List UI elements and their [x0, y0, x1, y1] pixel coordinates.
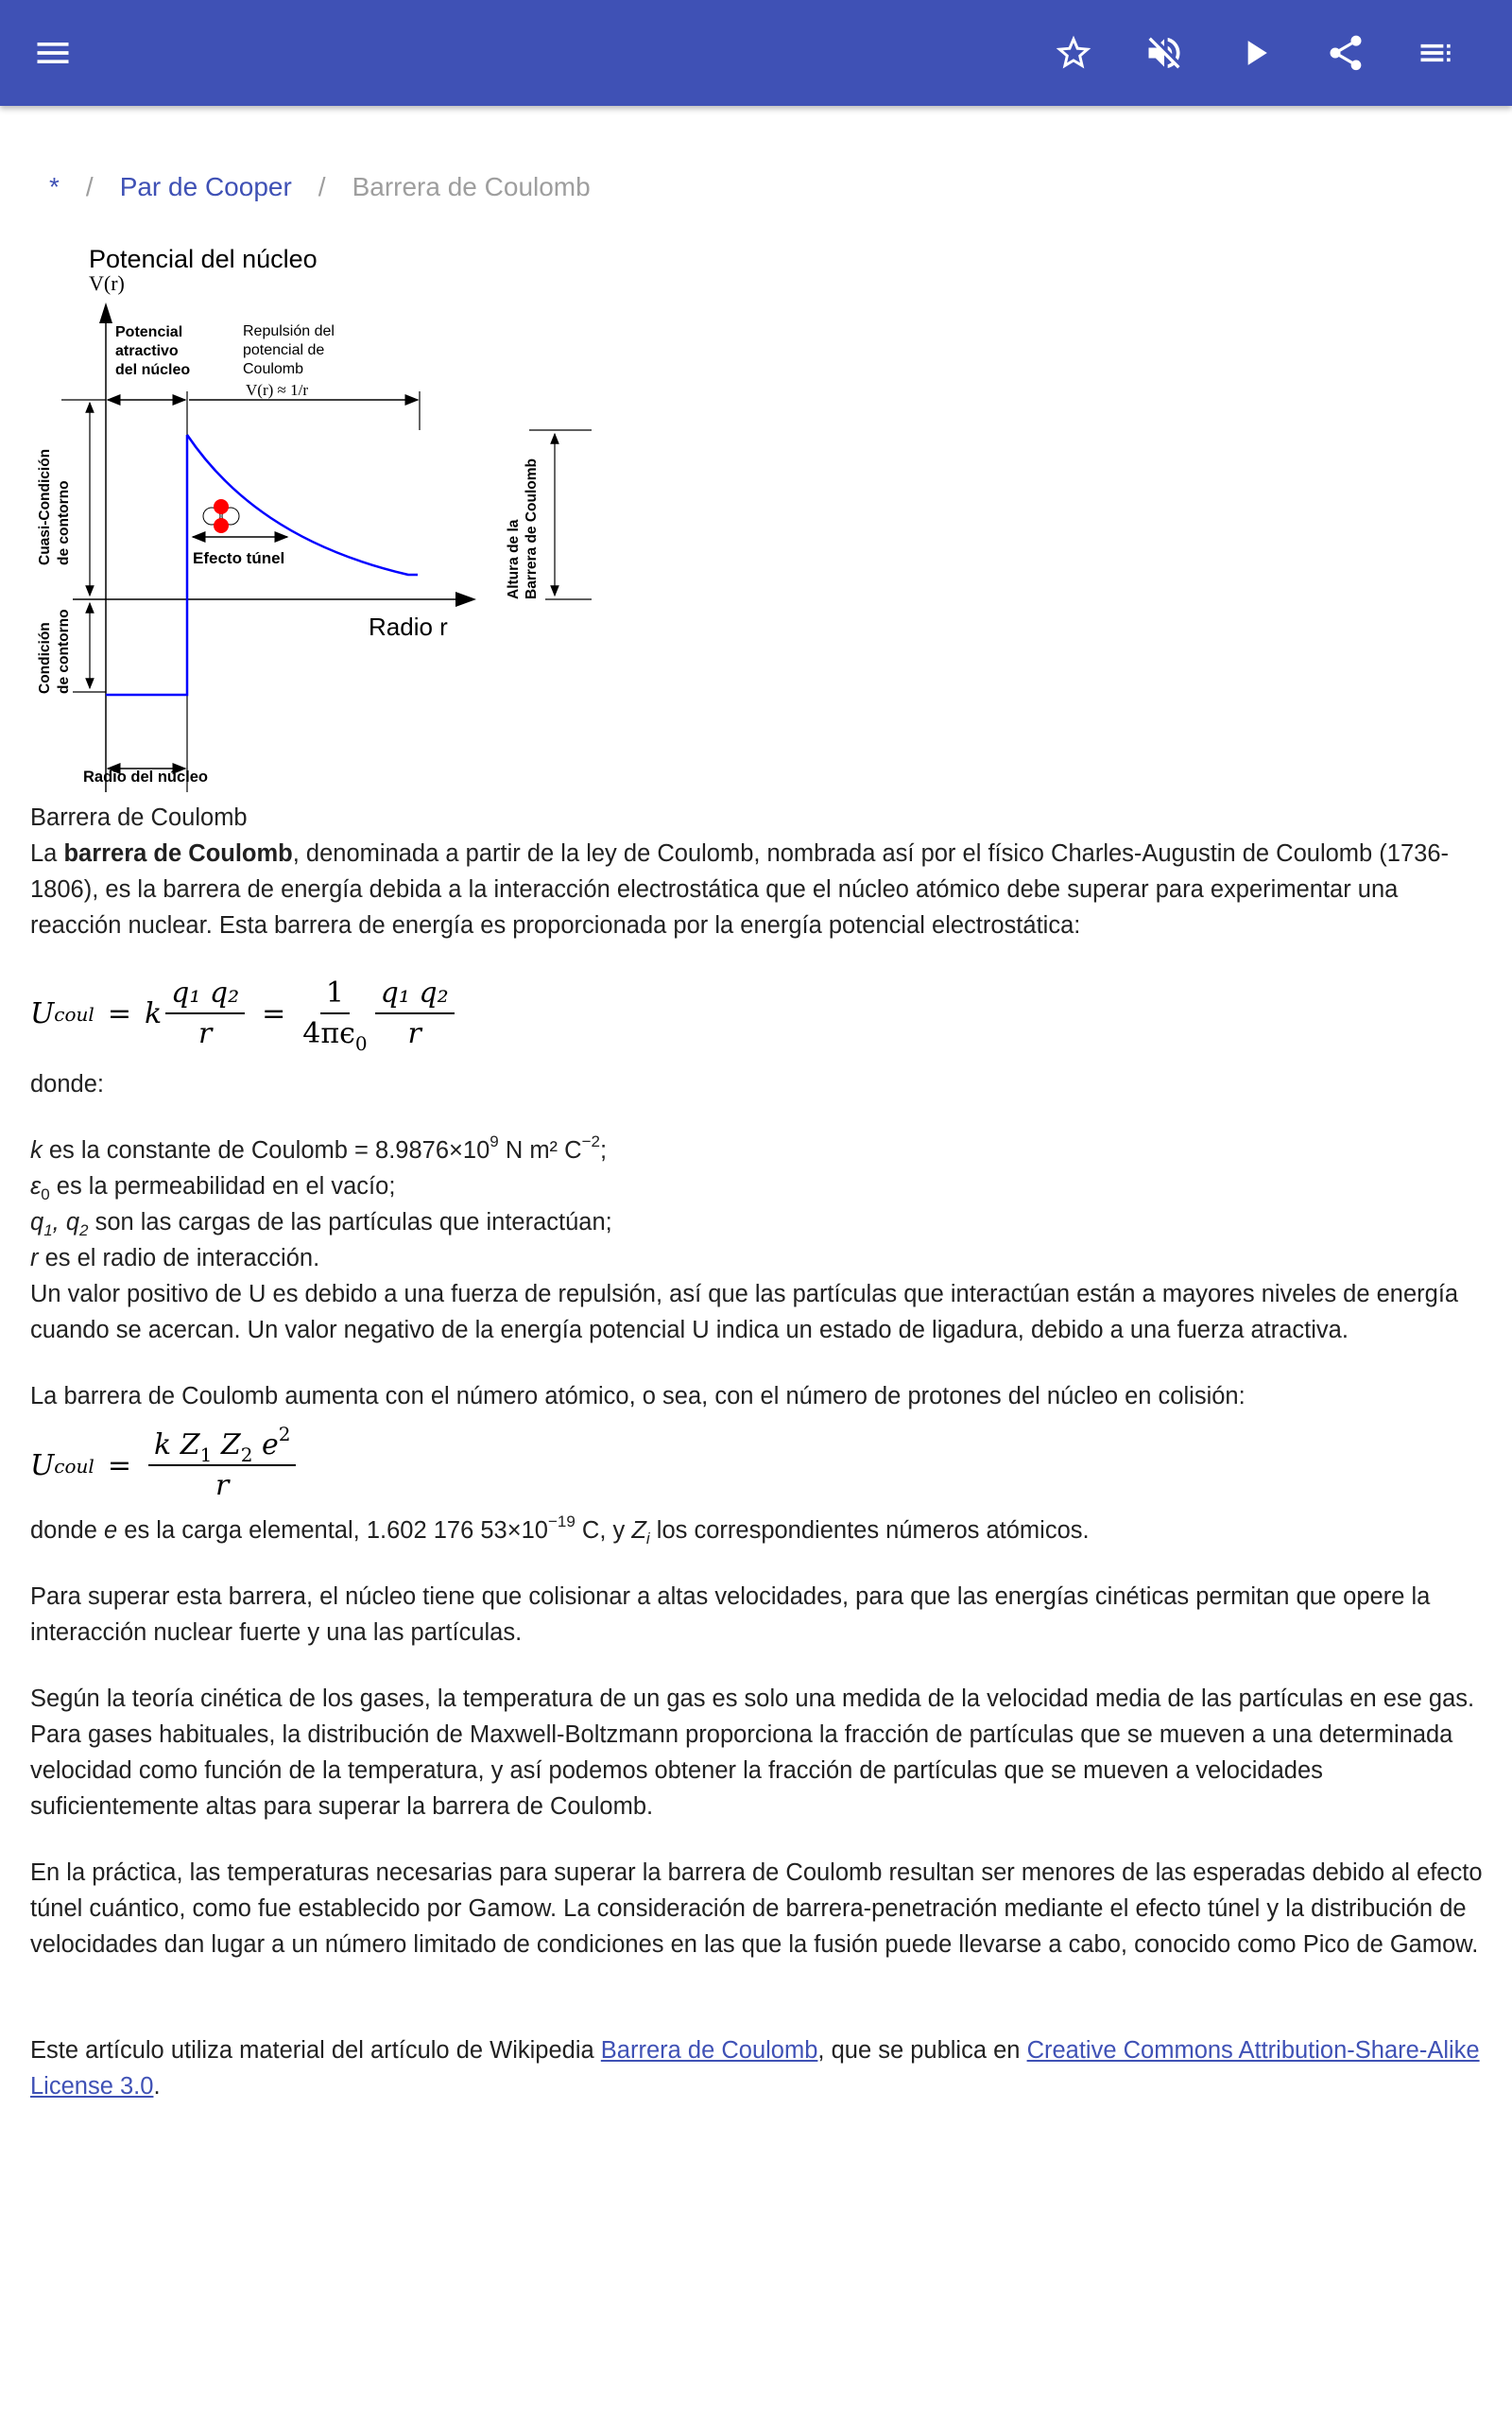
eq-symbol: e — [261, 1428, 279, 1461]
attribution-text: . — [153, 2073, 161, 2100]
def-subscript: 2 — [79, 1221, 89, 1239]
def-exponent: −19 — [547, 1512, 576, 1530]
def-symbol: e — [104, 1517, 118, 1544]
volume-off-icon — [1143, 32, 1185, 74]
paragraph-kinetic-theory: Según la teoría cinética de los gases, la temperatura de un gas es solo una medida de la velocidad media de las partículas en ese gas. Para gases habituales, la distribución de Maxwell-Boltzmann proporciona la fracción de partículas que se mueven a una determinada velocidad como función de la temperatura, y así podemos obtener la fracción de partículas que se mueven a velocidades suficientemente altas para superar la barrera de Coulomb. — [30, 1685, 1475, 1820]
def-text: es la constante de Coulomb = 8.9876×10 — [42, 1137, 490, 1164]
def-symbol: ε — [30, 1173, 42, 1200]
star-outline-icon — [1053, 32, 1094, 74]
figure-caption: Barrera de Coulomb — [30, 804, 248, 831]
menu-icon — [32, 32, 74, 74]
label-attractive: atractivo — [115, 343, 179, 359]
x-axis-label: Radio r — [369, 613, 448, 641]
eq-subscript: 0 — [354, 1032, 368, 1055]
breadcrumb-current: Barrera de Coulomb — [352, 172, 591, 201]
license-link[interactable]: Creative Commons Attribution-Share-Alike License 3.0 — [30, 2037, 1480, 2100]
def-exponent: −2 — [581, 1132, 600, 1150]
def-symbol: q — [65, 1209, 80, 1236]
breadcrumb-parent-link[interactable]: Par de Cooper — [119, 172, 292, 201]
attribution-text: Este artículo utiliza material del artículo de Wikipedia — [30, 2037, 601, 2064]
def-exponent: 9 — [490, 1132, 499, 1150]
label-repulsion: Coulomb — [243, 361, 304, 377]
formula-label: V(r) ≈ 1/r — [246, 381, 308, 399]
bookmark-button[interactable] — [1047, 26, 1100, 79]
def-text: es el radio de interacción. — [38, 1245, 320, 1271]
label-barrier-height: Altura de la — [506, 519, 522, 599]
app-bar — [0, 0, 1512, 106]
paragraph-practice: En la práctica, las temperaturas necesarias para superar la barrera de Coulomb resultan ser menores de las esperadas debido al efecto túnel cuántico, como fue establecido por Gamow. La consideración de barrera-penetración mediante el efecto túnel y la distribución de velocidades dan lugar a un número limitado de condiciones en las que la fusión puede llevarse a cabo, conocido como Pico de Gamow. — [30, 1859, 1483, 1958]
breadcrumb-separator: / — [318, 172, 326, 201]
eq-numerator — [148, 1423, 297, 1466]
article-body — [30, 800, 1486, 2104]
eq-equals: = — [262, 997, 286, 1030]
eq-equals: = — [107, 997, 131, 1030]
label-attractive: Potencial — [115, 324, 183, 340]
definition-charges — [30, 1204, 1486, 1240]
intro-text: La — [30, 840, 64, 867]
intro-text: , denominada a partir de la ley de Coulomb, nombrada así por el físico Charles-Augustin de Coulomb (1736-1806), es la barrera de energía debida a la interacción electrostática que el núcleo atómico debe superar para experimentar una reacción nuclear. Esta barrera de energía es proporcionada por la energía potencial electrostática: — [30, 840, 1450, 939]
eq-symbol: Z — [180, 1428, 200, 1461]
diagram-title: Potencial del núcleo — [89, 245, 318, 273]
eq-fraction — [375, 977, 455, 1052]
def-text: ; — [599, 1137, 608, 1164]
eq-denominator: 4πϵ — [302, 1017, 355, 1050]
breadcrumb — [49, 168, 591, 206]
label-attractive: del núcleo — [115, 362, 191, 378]
eq-symbol: k — [153, 1428, 172, 1461]
eq-symbol: U — [30, 997, 55, 1030]
breadcrumb-home-link[interactable]: * — [49, 172, 60, 201]
eq-fraction — [165, 977, 245, 1052]
eq-equals: = — [107, 1449, 131, 1482]
attribution — [30, 2032, 1486, 2104]
definition-k — [30, 1132, 1486, 1168]
paragraph-increase: La barrera de Coulomb aumenta con el número atómico, o sea, con el número de protones del núcleo en colisión: — [30, 1383, 1246, 1409]
label-repulsion: potencial de — [243, 342, 325, 358]
label-boundary: Condición — [37, 622, 53, 694]
eq-symbol: k — [144, 997, 163, 1030]
definition-radius — [30, 1240, 1486, 1276]
definition-epsilon — [30, 1168, 1486, 1204]
def-text: es la permeabilidad en el vacío; — [49, 1173, 396, 1200]
def-symbol: k — [30, 1137, 43, 1164]
coulomb-barrier-diagram[interactable] — [30, 236, 597, 792]
y-axis-label: V(r) — [89, 271, 125, 295]
eq-subscript: 1 — [199, 1443, 213, 1466]
label-nucleus-radius: Radio del núcleo — [83, 769, 209, 786]
def-text: es la carga elemental, 1.602 176 53×10 — [117, 1517, 548, 1544]
eq-denominator: r — [407, 1017, 421, 1050]
eq-symbol: Z — [220, 1428, 241, 1461]
def-text: los correspondientes números atómicos. — [649, 1517, 1090, 1544]
intro-paragraph — [30, 836, 1486, 943]
eq-numerator: q₁ q₂ — [165, 977, 245, 1014]
def-symbol: r — [30, 1245, 39, 1271]
menu-button[interactable] — [26, 26, 79, 79]
def-text: son las cargas de las partículas que interactúan; — [88, 1209, 612, 1236]
wikipedia-article-link[interactable]: Barrera de Coulomb — [600, 2037, 818, 2064]
eq-fraction — [302, 977, 368, 1055]
def-subscript: i — [645, 1530, 650, 1547]
label-quasi-boundary: Cuasi-Condición — [37, 448, 53, 565]
play-button[interactable] — [1228, 26, 1281, 79]
playlist-icon — [1416, 32, 1457, 74]
label-boundary: de contorno — [56, 609, 72, 694]
eq-subscript: 2 — [240, 1443, 253, 1466]
intro-bold-term: barrera de Coulomb — [63, 840, 293, 867]
eq-fraction — [148, 1423, 297, 1504]
breadcrumb-separator: / — [85, 172, 94, 201]
def-text: donde — [30, 1517, 104, 1544]
share-icon — [1325, 32, 1366, 74]
def-symbol: Z — [631, 1517, 646, 1544]
paragraph-sign: Un valor positivo de U es debido a una fuerza de repulsión, así que las partículas que interactúan están a mayores niveles de energía cuando se acercan. Un valor negativo de la energía potencial U indica un estado de ligadura, debido a una fuerza atractiva. — [30, 1281, 1459, 1343]
equation-atomic-number: U coul = $\frac{k Z_1 Z_2 e^2}{r}$ — [30, 1420, 1486, 1512]
def-subscript: 0 — [41, 1185, 50, 1203]
eq-numerator: q₁ q₂ — [375, 977, 455, 1014]
label-barrier-height: Barrera de Coulomb — [524, 458, 540, 599]
label-repulsion: Repulsión del — [243, 323, 335, 339]
paragraph-overcome: Para superar esta barrera, el núcleo tiene que colisionar a altas velocidades, para que las energías cinéticas permitan que opere la interacción nuclear fuerte y una las partículas. — [30, 1583, 1431, 1646]
eq-denominator: r — [215, 1469, 230, 1502]
def-text: C, y — [575, 1517, 632, 1544]
def-text: N m² C — [498, 1137, 582, 1164]
eq-symbol: U — [30, 1449, 55, 1482]
donde-label: donde: — [30, 1071, 104, 1098]
label-tunnel: Efecto túnel — [193, 549, 285, 567]
mute-button[interactable] — [1138, 26, 1191, 79]
eq-exponent: 2 — [278, 1423, 291, 1445]
def-text: , — [52, 1209, 66, 1236]
definition-elementary-charge — [30, 1512, 1486, 1548]
equation-coulomb-potential: U coul = k $\frac{\text{q₁ q₂}}{r}$ = $\frac{1}{4\pi\epsilon_0}$ $\frac{\text{q₁ q₂}}{r}$ — [30, 962, 1486, 1066]
share-button[interactable] — [1319, 26, 1372, 79]
attribution-text: , que se publica en — [817, 2037, 1027, 2064]
def-subscript: 1 — [43, 1221, 53, 1239]
contents-button[interactable] — [1410, 26, 1463, 79]
play-icon — [1234, 32, 1276, 74]
eq-denominator: r — [198, 1017, 213, 1050]
def-symbol: q — [30, 1209, 44, 1236]
eq-numerator: 1 — [320, 977, 350, 1014]
label-quasi-boundary: de contorno — [56, 480, 72, 565]
